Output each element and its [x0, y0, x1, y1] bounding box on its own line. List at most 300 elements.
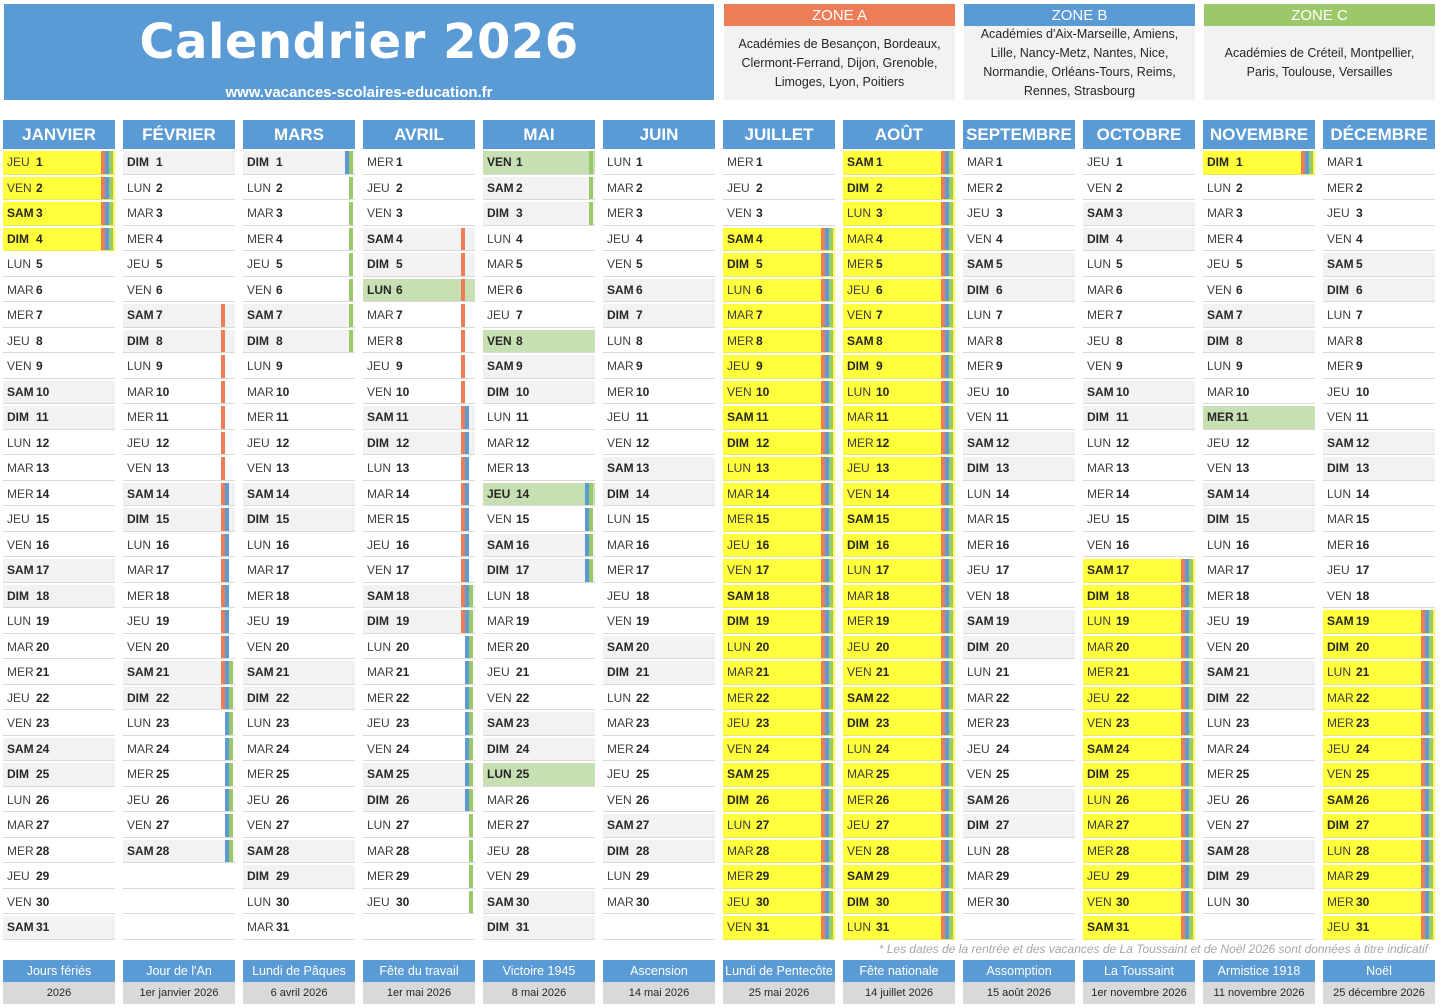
- day-number: 21: [276, 665, 290, 679]
- day-number: 19: [1356, 614, 1370, 628]
- weekday-label: MAR: [367, 665, 394, 679]
- holiday-name: Lundi de Pâques: [243, 960, 355, 982]
- weekday-label: SAM: [727, 588, 754, 603]
- zone-c-holiday-marker: [829, 432, 833, 455]
- day-row: [723, 406, 835, 430]
- day-row: [3, 789, 115, 813]
- day-row: [363, 457, 475, 481]
- day-number: 16: [1356, 537, 1370, 552]
- day-row: [363, 661, 475, 685]
- weekday-label: LUN: [967, 665, 992, 679]
- weekday-label: MER: [727, 869, 754, 883]
- weekday-label: MAR: [1207, 384, 1234, 399]
- day-number: 5: [276, 257, 283, 271]
- day-row: [723, 279, 835, 303]
- weekday-label: DIM: [7, 231, 29, 246]
- day-number: 24: [1116, 741, 1130, 756]
- day-number: 23: [36, 716, 50, 730]
- day-row: [363, 789, 475, 813]
- day-row: [963, 687, 1075, 711]
- day-row: [723, 355, 835, 379]
- day-number: 3: [396, 206, 403, 220]
- weekday-label: MER: [1327, 716, 1354, 730]
- holiday-name: Victoire 1945: [483, 960, 595, 982]
- day-row: [1083, 355, 1195, 379]
- day-number: 7: [36, 308, 43, 322]
- day-row: [963, 432, 1075, 456]
- zone-c-holiday-marker: [1429, 789, 1433, 812]
- zone-c-holiday-marker: [349, 279, 353, 302]
- day-number: 25: [876, 767, 890, 781]
- day-number: 19: [636, 614, 650, 628]
- weekday-label: LUN: [847, 920, 872, 934]
- empty-cell: [363, 916, 475, 940]
- day-number: 16: [396, 537, 410, 552]
- weekday-label: MAR: [7, 639, 34, 654]
- day-number: 12: [36, 435, 50, 450]
- day-row: [963, 891, 1075, 915]
- weekday-label: MER: [847, 435, 874, 450]
- zone-c-holiday-marker: [469, 661, 473, 684]
- day-number: 3: [156, 206, 163, 220]
- weekday-label: LUN: [127, 180, 152, 195]
- day-row: [123, 151, 235, 175]
- day-number: 4: [1116, 231, 1123, 246]
- weekday-label: SAM: [247, 308, 274, 322]
- day-row: [3, 585, 115, 609]
- month-header: JANVIER: [3, 120, 115, 151]
- zone-c-holiday-marker: [1429, 636, 1433, 659]
- zone-c-holiday-marker: [1189, 661, 1193, 684]
- holiday-footer-item: [1083, 960, 1195, 1004]
- zone-c-holiday-marker: [949, 585, 953, 608]
- day-row: [363, 228, 475, 252]
- zone-c-holiday-marker: [1189, 712, 1193, 735]
- day-row: [243, 712, 355, 736]
- day-row: [363, 279, 475, 303]
- day-number: 22: [1236, 690, 1250, 705]
- holiday-name: Assomption: [963, 960, 1075, 982]
- zone-c-holiday-marker: [469, 814, 473, 837]
- day-row: [1203, 559, 1315, 583]
- weekday-label: VEN: [1207, 282, 1232, 297]
- weekday-label: LUN: [127, 359, 152, 373]
- day-number: 24: [996, 741, 1010, 756]
- day-number: 5: [996, 257, 1003, 271]
- weekday-label: DIM: [367, 792, 389, 807]
- zone-c-holiday-marker: [229, 789, 233, 812]
- day-number: 29: [756, 869, 770, 883]
- weekday-label: MER: [367, 512, 394, 526]
- day-row: [1083, 687, 1195, 711]
- zone-a-holiday-marker: [461, 279, 465, 302]
- day-number: 11: [636, 410, 649, 424]
- day-row: [3, 712, 115, 736]
- weekday-label: MAR: [7, 282, 34, 297]
- day-number: 4: [996, 231, 1003, 246]
- zone-a-holiday-marker: [461, 355, 465, 378]
- zone-c-holiday-marker: [829, 840, 833, 863]
- day-number: 26: [876, 792, 890, 807]
- day-number: 9: [756, 359, 763, 373]
- day-row: [483, 687, 595, 711]
- weekday-label: MAR: [1327, 333, 1354, 348]
- holiday-date: 11 novembre 2026: [1203, 982, 1315, 1004]
- month-header: AVRIL: [363, 120, 475, 151]
- weekday-label: SAM: [7, 741, 34, 756]
- zone-c-holiday-marker: [469, 636, 473, 659]
- day-number: 15: [276, 512, 290, 526]
- day-row: [363, 151, 475, 175]
- day-number: 27: [36, 818, 50, 832]
- holiday-date: 14 juillet 2026: [843, 982, 955, 1004]
- day-row: [723, 840, 835, 864]
- weekday-label: VEN: [1327, 588, 1352, 603]
- weekday-label: LUN: [607, 690, 632, 705]
- day-number: 6: [636, 282, 643, 297]
- weekday-label: LUN: [967, 486, 992, 501]
- day-row: [1203, 789, 1315, 813]
- weekday-label: SAM: [1327, 614, 1354, 628]
- weekday-label: LUN: [7, 792, 32, 807]
- zone-c-holiday-marker: [109, 151, 113, 174]
- weekday-label: JEU: [1087, 512, 1110, 526]
- day-row: [483, 432, 595, 456]
- zone-c-holiday-marker: [1189, 636, 1193, 659]
- day-row: [483, 559, 595, 583]
- weekday-label: JEU: [127, 257, 150, 271]
- zone-c-holiday-marker: [829, 355, 833, 378]
- weekday-label: MAR: [607, 359, 634, 373]
- weekday-label: DIM: [1207, 869, 1229, 883]
- weekday-label: VEN: [727, 741, 752, 756]
- day-number: 12: [396, 435, 410, 450]
- day-row: [1203, 381, 1315, 405]
- holiday-date: 8 mai 2026: [483, 982, 595, 1004]
- zone-c-holiday-marker: [1429, 763, 1433, 786]
- zone-a-holiday-marker: [221, 406, 225, 429]
- zone-c-holiday-marker: [949, 304, 953, 327]
- day-number: 7: [996, 308, 1003, 322]
- day-row: [1203, 330, 1315, 354]
- day-number: 4: [396, 231, 403, 246]
- zone-c-holiday-marker: [829, 891, 833, 914]
- day-row: [1203, 661, 1315, 685]
- weekday-label: MAR: [967, 690, 994, 705]
- day-row: [723, 253, 835, 277]
- day-number: 7: [396, 308, 403, 322]
- weekday-label: LUN: [127, 537, 152, 552]
- day-number: 21: [996, 665, 1010, 679]
- weekday-label: MAR: [7, 818, 34, 832]
- weekday-label: MAR: [727, 665, 754, 679]
- zone-c-holiday-marker: [829, 304, 833, 327]
- day-row: [723, 508, 835, 532]
- day-number: 23: [1116, 716, 1130, 730]
- month-column: [1203, 120, 1315, 942]
- zone-c-holiday-marker: [829, 661, 833, 684]
- day-row: [1083, 763, 1195, 787]
- day-row: [483, 661, 595, 685]
- day-row: [363, 610, 475, 634]
- weekday-label: DIM: [127, 512, 149, 526]
- day-row: [3, 738, 115, 762]
- day-number: 8: [1356, 333, 1363, 348]
- day-number: 5: [1236, 257, 1243, 271]
- weekday-label: DIM: [847, 359, 869, 373]
- day-number: 14: [516, 486, 530, 501]
- day-number: 5: [876, 257, 883, 271]
- weekday-label: LUN: [367, 282, 392, 297]
- day-number: 22: [876, 690, 890, 705]
- weekday-label: LUN: [1327, 308, 1352, 322]
- day-number: 18: [876, 588, 890, 603]
- day-number: 23: [516, 716, 530, 730]
- day-number: 14: [756, 486, 770, 501]
- weekday-label: DIM: [1327, 639, 1349, 654]
- day-number: 11: [1236, 410, 1249, 424]
- day-row: [723, 687, 835, 711]
- day-row: [483, 457, 595, 481]
- weekday-label: LUN: [727, 282, 752, 297]
- day-number: 31: [1116, 920, 1130, 934]
- weekday-label: MAR: [487, 257, 514, 271]
- weekday-label: MER: [727, 155, 754, 169]
- day-number: 21: [516, 665, 530, 679]
- day-number: 19: [156, 614, 170, 628]
- day-number: 27: [636, 818, 650, 832]
- day-number: 14: [396, 486, 410, 501]
- weekday-label: SAM: [727, 231, 754, 246]
- weekday-label: SAM: [7, 206, 34, 220]
- day-number: 18: [636, 588, 650, 603]
- zone-b-holiday-marker: [465, 483, 469, 506]
- day-row: [843, 789, 955, 813]
- day-number: 29: [516, 869, 530, 883]
- zone-c-holiday-marker: [349, 202, 353, 225]
- weekday-label: DIM: [247, 512, 269, 526]
- day-row: [963, 457, 1075, 481]
- day-number: 16: [516, 537, 530, 552]
- weekday-label: MAR: [1087, 639, 1114, 654]
- day-row: [123, 814, 235, 838]
- zone-a-holiday-marker: [221, 304, 225, 327]
- day-row: [1083, 202, 1195, 226]
- month-header: OCTOBRE: [1083, 120, 1195, 151]
- day-number: 6: [156, 282, 163, 297]
- weekday-label: JEU: [367, 716, 390, 730]
- weekday-label: LUN: [967, 308, 992, 322]
- day-row: [603, 636, 715, 660]
- weekday-label: MAR: [727, 486, 754, 501]
- weekday-label: VEN: [1327, 231, 1352, 246]
- day-row: [483, 406, 595, 430]
- zone-c-holiday-marker: [349, 228, 353, 251]
- weekday-label: MAR: [127, 563, 154, 577]
- holiday-footer-item: [1203, 960, 1315, 1004]
- day-number: 18: [156, 588, 170, 603]
- day-row: [3, 177, 115, 201]
- day-row: [963, 330, 1075, 354]
- weekday-label: VEN: [1087, 359, 1112, 373]
- day-number: 5: [156, 257, 163, 271]
- day-number: 31: [1356, 920, 1370, 934]
- weekday-label: SAM: [1327, 257, 1354, 271]
- day-row: [1323, 865, 1435, 889]
- day-row: [123, 610, 235, 634]
- weekday-label: LUN: [1327, 665, 1352, 679]
- day-number: 18: [396, 588, 410, 603]
- day-number: 20: [156, 639, 170, 654]
- holiday-name: Ascension: [603, 960, 715, 982]
- day-row: [123, 304, 235, 328]
- day-number: 28: [876, 843, 890, 858]
- day-number: 16: [36, 537, 50, 552]
- day-row: [483, 916, 595, 940]
- weekday-label: VEN: [727, 563, 752, 577]
- day-row: [603, 840, 715, 864]
- day-row: [1203, 355, 1315, 379]
- day-number: 15: [1236, 512, 1250, 526]
- day-number: 6: [516, 282, 523, 297]
- day-row: [363, 432, 475, 456]
- weekday-label: LUN: [7, 614, 32, 628]
- zone-c-holiday-marker: [949, 483, 953, 506]
- month-header: JUILLET: [723, 120, 835, 151]
- day-row: [483, 381, 595, 405]
- day-number: 15: [1116, 512, 1130, 526]
- weekday-label: VEN: [487, 869, 512, 883]
- weekday-label: MAR: [1087, 818, 1114, 832]
- weekday-label: SAM: [1207, 308, 1234, 322]
- day-number: 26: [516, 792, 530, 807]
- day-number: 26: [636, 792, 650, 807]
- day-row: [483, 330, 595, 354]
- zone-c-holiday-marker: [949, 330, 953, 353]
- zone-a-holiday-marker: [461, 228, 465, 251]
- weekday-label: MER: [367, 155, 394, 169]
- weekday-label: LUN: [487, 588, 512, 603]
- zone-c-holiday-marker: [829, 738, 833, 761]
- weekday-label: MER: [127, 588, 154, 603]
- holiday-date: 6 avril 2026: [243, 982, 355, 1004]
- day-row: [483, 891, 595, 915]
- day-row: [123, 330, 235, 354]
- day-number: 18: [1116, 588, 1130, 603]
- weekday-label: MER: [847, 257, 874, 271]
- weekday-label: DIM: [247, 155, 269, 169]
- day-number: 29: [1356, 869, 1370, 883]
- weekday-label: SAM: [1087, 384, 1114, 399]
- weekday-label: MAR: [7, 461, 34, 475]
- weekday-label: MAR: [607, 537, 634, 552]
- zone-c-holiday-marker: [1429, 891, 1433, 914]
- holiday-footer-item: [1323, 960, 1435, 1004]
- zone-a-holiday-marker: [221, 355, 225, 378]
- weekday-label: DIM: [607, 843, 629, 858]
- day-row: [1083, 891, 1195, 915]
- zone-c-holiday-marker: [349, 177, 353, 200]
- weekday-label: DIM: [847, 716, 869, 730]
- weekday-label: VEN: [967, 767, 992, 781]
- weekday-label: SAM: [367, 410, 394, 424]
- day-row: [1083, 508, 1195, 532]
- weekday-label: JEU: [1087, 690, 1110, 705]
- weekday-label: DIM: [607, 308, 629, 322]
- weekday-label: MER: [7, 486, 34, 501]
- day-row: [1083, 738, 1195, 762]
- day-number: 30: [1236, 894, 1250, 909]
- weekday-label: MAR: [847, 588, 874, 603]
- zone-c-holiday-marker: [1309, 151, 1313, 174]
- day-number: 27: [996, 818, 1010, 832]
- day-row: [3, 559, 115, 583]
- day-row: [603, 304, 715, 328]
- weekday-label: JEU: [607, 231, 630, 246]
- day-row: [603, 585, 715, 609]
- weekday-label: JEU: [247, 614, 270, 628]
- weekday-label: JEU: [607, 588, 630, 603]
- weekday-label: LUN: [607, 869, 632, 883]
- weekday-label: DIM: [967, 639, 989, 654]
- holiday-footer-item: [123, 960, 235, 1004]
- day-row: [243, 738, 355, 762]
- day-row: [3, 814, 115, 838]
- zone-c-holiday-marker: [469, 687, 473, 710]
- zone-c-holiday-marker: [829, 534, 833, 557]
- day-number: 19: [276, 614, 290, 628]
- day-number: 28: [756, 843, 770, 858]
- day-number: 23: [756, 716, 770, 730]
- zone-c-holiday-marker: [829, 559, 833, 582]
- day-row: [1323, 355, 1435, 379]
- day-row: [123, 457, 235, 481]
- day-number: 13: [396, 461, 410, 475]
- zone-c-holiday-marker: [229, 712, 233, 735]
- day-row: [843, 228, 955, 252]
- day-row: [1203, 151, 1315, 175]
- day-row: [1083, 789, 1195, 813]
- zone-c-holiday-marker: [589, 483, 593, 506]
- day-row: [3, 508, 115, 532]
- day-number: 21: [1356, 665, 1370, 679]
- day-number: 13: [1356, 461, 1370, 475]
- weekday-label: JEU: [7, 869, 30, 883]
- zone-c-holiday-marker: [1429, 865, 1433, 888]
- day-row: [843, 330, 955, 354]
- weekday-label: MER: [727, 512, 754, 526]
- day-row: [123, 559, 235, 583]
- day-number: 1: [36, 155, 43, 169]
- weekday-label: JEU: [1327, 741, 1350, 756]
- day-row: [963, 151, 1075, 175]
- day-row: [603, 687, 715, 711]
- weekday-label: MAR: [247, 384, 274, 399]
- holiday-name: Fête du travail: [363, 960, 475, 982]
- weekday-label: VEN: [1087, 180, 1112, 195]
- day-number: 3: [276, 206, 283, 220]
- day-row: [1083, 585, 1195, 609]
- day-row: [243, 330, 355, 354]
- weekday-label: MAR: [487, 614, 514, 628]
- day-row: [963, 355, 1075, 379]
- weekday-label: SAM: [7, 563, 34, 577]
- month-column: [483, 120, 595, 942]
- day-number: 12: [1236, 435, 1250, 450]
- weekday-label: VEN: [967, 231, 992, 246]
- day-row: [243, 610, 355, 634]
- day-row: [483, 279, 595, 303]
